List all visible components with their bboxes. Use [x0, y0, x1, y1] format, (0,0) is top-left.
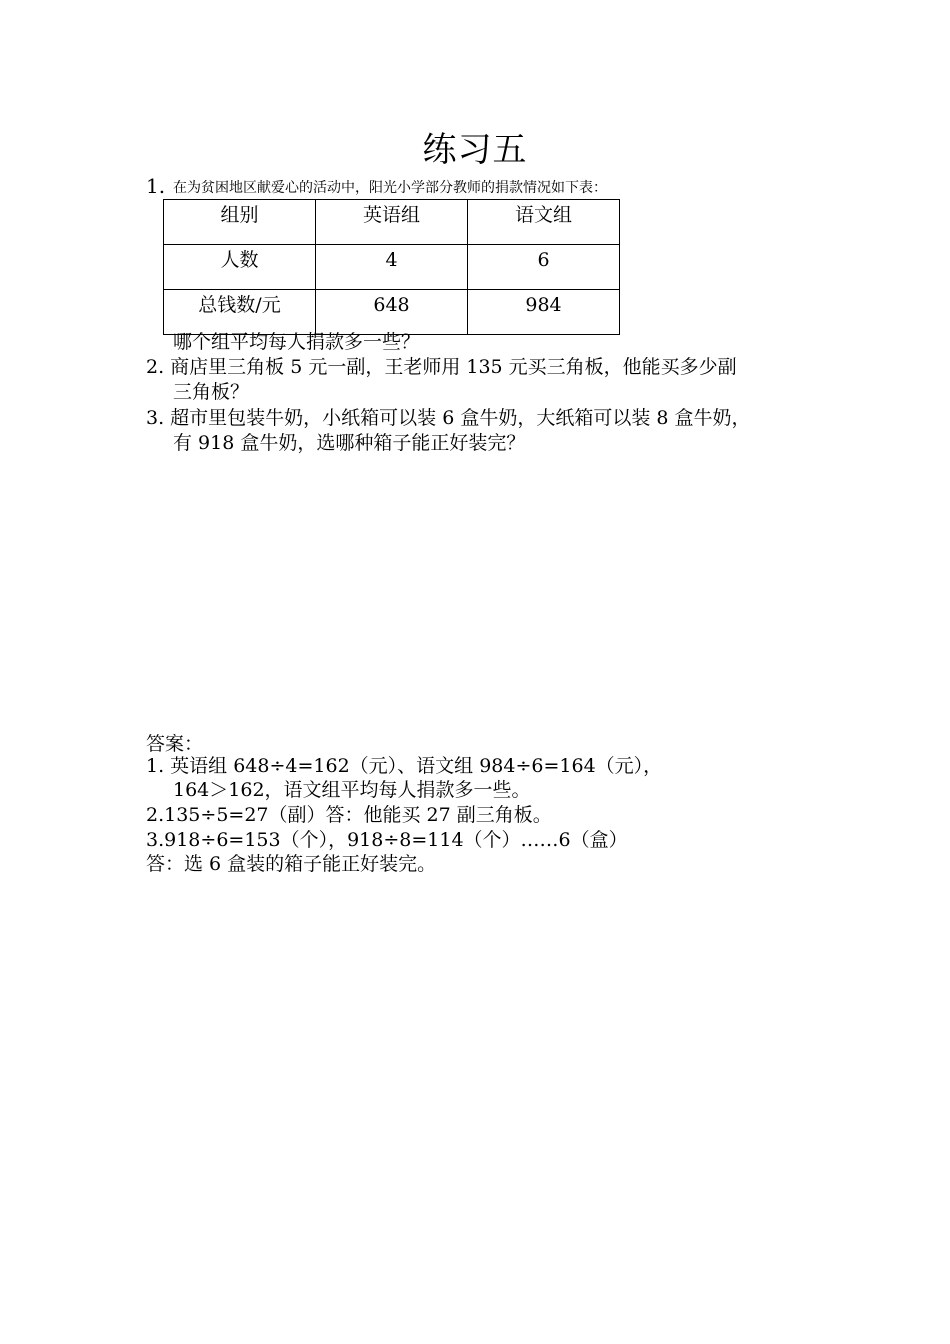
- table-header-cell: 英语组: [316, 200, 468, 245]
- question-2-line-2: 三角板？: [173, 381, 250, 403]
- table-header-cell: 语文组: [468, 200, 620, 245]
- answer-3-line-1: 3.918÷6=153（个），918÷8=114（个）……6（盒）: [146, 829, 628, 851]
- table-row: [164, 290, 620, 335]
- answer-1-line-1: 1. 英语组 648÷4=162（元）、语文组 984÷6=164（元），: [146, 755, 663, 777]
- answer-2: 2.135÷5=27（副）答：他能买 27 副三角板。: [146, 804, 552, 826]
- table-cell: 648: [316, 290, 468, 335]
- table-cell: 984: [468, 290, 620, 335]
- table-header-row: [164, 200, 620, 245]
- question-2-line-1: 2. 商店里三角板 5 元一副，王老师用 135 元买三角板，他能买多少副: [146, 356, 737, 378]
- donation-table: [163, 199, 620, 335]
- answer-3-line-2: 答：选 6 盒装的箱子能正好装完。: [146, 853, 437, 875]
- page-title: 练习五: [422, 130, 528, 170]
- question-1-intro: 在为贫困地区献爱心的活动中，阳光小学部分教师的捐款情况如下表：: [173, 180, 607, 196]
- table-cell: 6: [468, 245, 620, 290]
- table-cell: 总钱数/元: [164, 290, 316, 335]
- table-cell: 人数: [164, 245, 316, 290]
- table-header-cell: 组别: [164, 200, 316, 245]
- question-3-line-1: 3. 超市里包装牛奶，小纸箱可以装 6 盒牛奶，大纸箱可以装 8 盒牛奶，: [146, 407, 751, 429]
- question-3-line-2: 有 918 盒牛奶，选哪种箱子能正好装完？: [173, 432, 526, 454]
- answers-heading: 答案：: [146, 733, 204, 755]
- table-cell: 4: [316, 245, 468, 290]
- answer-1-line-2: 164＞162，语文组平均每人捐款多一些。: [173, 779, 531, 801]
- question-1-number: 1.: [146, 174, 166, 198]
- question-1-text: 哪个组平均每人捐款多一些？: [173, 331, 421, 353]
- table-row: [164, 245, 620, 290]
